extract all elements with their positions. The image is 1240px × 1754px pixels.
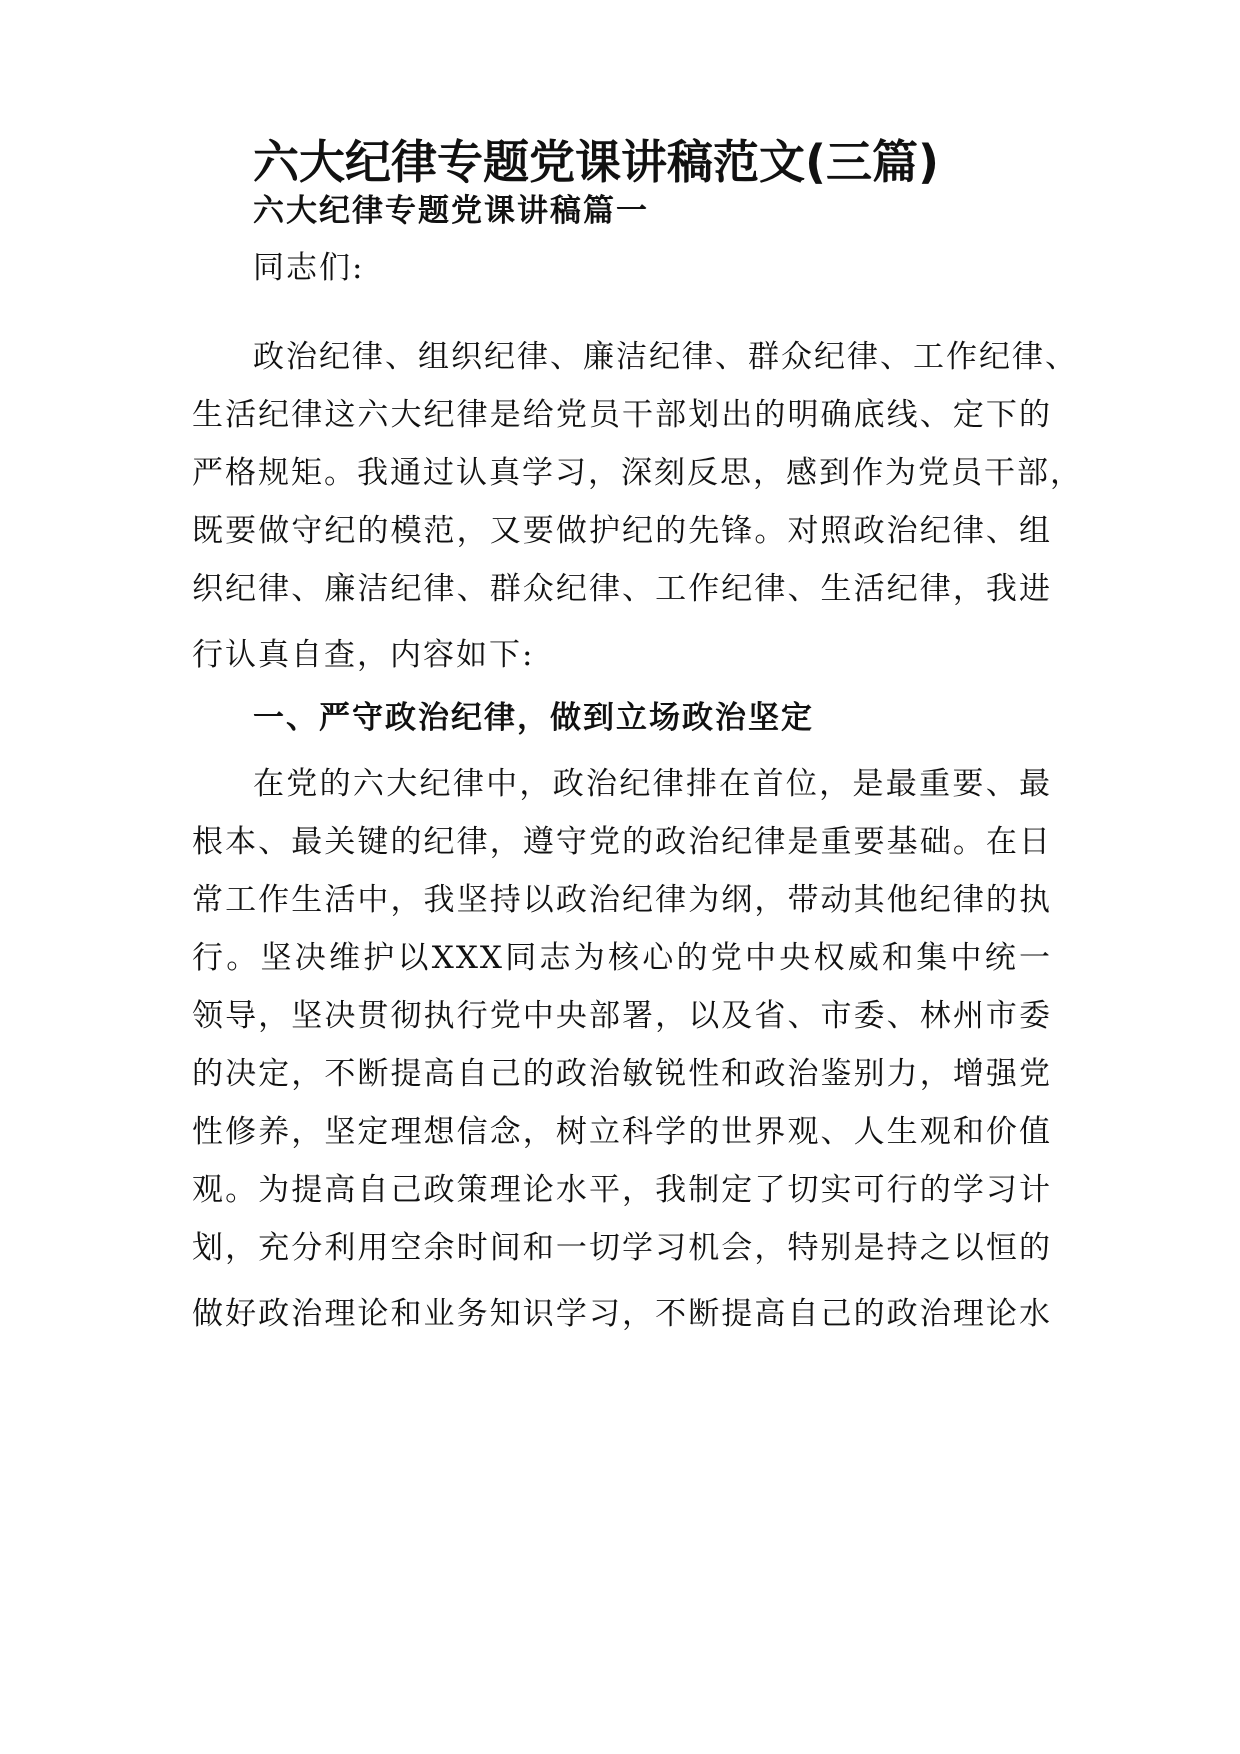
- paragraph-line: 行。坚决维护以XXX同志为核心的党中央权威和集中统一: [192, 940, 1052, 976]
- paragraph-intro: [192, 336, 1083, 676]
- salutation: 同志们:: [253, 250, 365, 286]
- paragraph-political-discipline: [192, 763, 1052, 1335]
- paragraph-line: 既要做守纪的模范，又要做护纪的先锋。对照政治纪律、组: [192, 513, 1052, 549]
- document-title: 六大纪律专题党课讲稿范文(三篇): [253, 135, 940, 189]
- paragraph-line: 观。为提高自己政策理论水平，我制定了切实可行的学习计: [192, 1172, 1052, 1208]
- paragraph-line: 领导，坚决贯彻执行党中央部署，以及省、市委、林州市委: [192, 998, 1052, 1034]
- paragraph-line: 性修养，坚定理想信念，树立科学的世界观、人生观和价值: [192, 1114, 1052, 1150]
- section-heading: 一、严守政治纪律，做到立场政治坚定: [253, 700, 814, 736]
- paragraph-line: 政治纪律、组织纪律、廉洁纪律、群众纪律、工作纪律、: [253, 339, 1078, 375]
- paragraph-line: 根本、最关键的纪律，遵守党的政治纪律是重要基础。在日: [192, 824, 1052, 860]
- paragraph-line: 常工作生活中，我坚持以政治纪律为纲，带动其他纪律的执: [192, 882, 1052, 918]
- paragraph-line: 生活纪律这六大纪律是给党员干部划出的明确底线、定下的: [192, 397, 1052, 433]
- paragraph-line: 做好政治理论和业务知识学习，不断提高自己的政治理论水: [192, 1296, 1052, 1332]
- paragraph-line: 织纪律、廉洁纪律、群众纪律、工作纪律、生活纪律，我进: [192, 571, 1052, 607]
- paragraph-line: 在党的六大纪律中，政治纪律排在首位，是最重要、最: [253, 766, 1052, 802]
- paragraph-line: 严格规矩。我通过认真学习，深刻反思，感到作为党员干部，: [192, 455, 1083, 491]
- paragraph-line: 划，充分利用空余时间和一切学习机会，特别是持之以恒的: [192, 1230, 1052, 1266]
- paragraph-line: 行认真自查，内容如下:: [192, 637, 535, 673]
- paragraph-line: 的决定，不断提高自己的政治敏锐性和政治鉴别力，增强党: [192, 1056, 1052, 1092]
- section-subtitle: 六大纪律专题党课讲稿篇一: [253, 193, 649, 229]
